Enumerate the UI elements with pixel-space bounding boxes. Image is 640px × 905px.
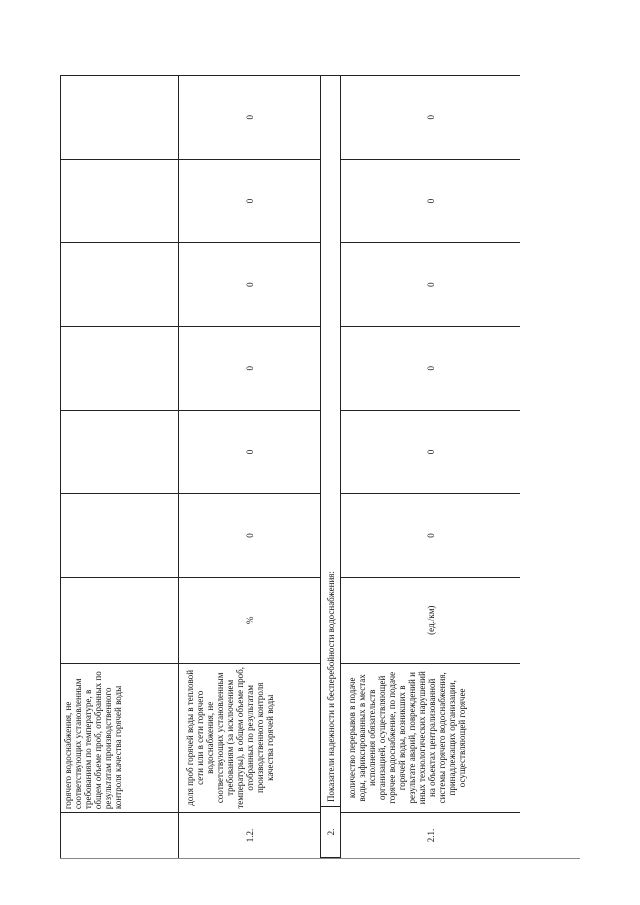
row-number: 2. (321, 806, 340, 858)
row-value: 0 (178, 410, 320, 494)
row-value: 0 (340, 75, 520, 159)
indicators-table (60, 75, 467, 859)
section-row (320, 75, 340, 859)
row-value: 0 (340, 326, 520, 410)
table-row (340, 75, 520, 859)
section-title: Показатели надежности и бесперебойности водоснабжения: (325, 571, 336, 802)
row-value: 0 (178, 493, 320, 577)
row-value (60, 159, 178, 243)
rotated-table-wrapper (60, 75, 467, 859)
row-value (60, 410, 178, 494)
row-number (60, 812, 178, 859)
row-number: 2.1. (340, 812, 520, 859)
row-value: 0 (340, 159, 520, 243)
row-value (60, 326, 178, 410)
row-value: 0 (178, 326, 320, 410)
row-value: 0 (178, 159, 320, 243)
row-value: 0 (340, 410, 520, 494)
row-unit: % (178, 577, 320, 663)
table-row (178, 75, 320, 859)
row-value: 0 (340, 242, 520, 326)
page-edge-line (60, 858, 580, 859)
row-description: горячего водоснабжения, не соответствующих установленным требованиям по температуре, в общем объеме проб, отобранных по результатам производственного контроля качества горячей воды (60, 663, 178, 812)
row-number: 1.2. (178, 812, 320, 859)
row-value: 0 (178, 242, 320, 326)
table-row (60, 75, 178, 859)
row-value: 0 (178, 75, 320, 159)
row-value (60, 242, 178, 326)
row-value (60, 75, 178, 159)
row-description: количество перерывов в подаче воды, зафиксированных в местах исполнения обязательств организацией, осуществляющей горячее водоснабжение, по подаче горячей воды, возникших в результате аварий, повреждений и иных технологических нарушений на объектах централизованной системы горячего водоснабжения, принадлежащих организации, осуществляющей горячее (340, 663, 520, 812)
row-unit (60, 577, 178, 663)
row-description: доля проб горячей воды в тепловой сети или в сети горячего водоснабжения, не соответствующих установленным требованиям (за исключением температуры), в общем объеме проб, отобранных по результатам производственного контроля качества горячей воды (178, 663, 320, 812)
row-value (60, 493, 178, 577)
row-value: 0 (340, 493, 520, 577)
row-unit: (ед./км) (340, 577, 520, 663)
